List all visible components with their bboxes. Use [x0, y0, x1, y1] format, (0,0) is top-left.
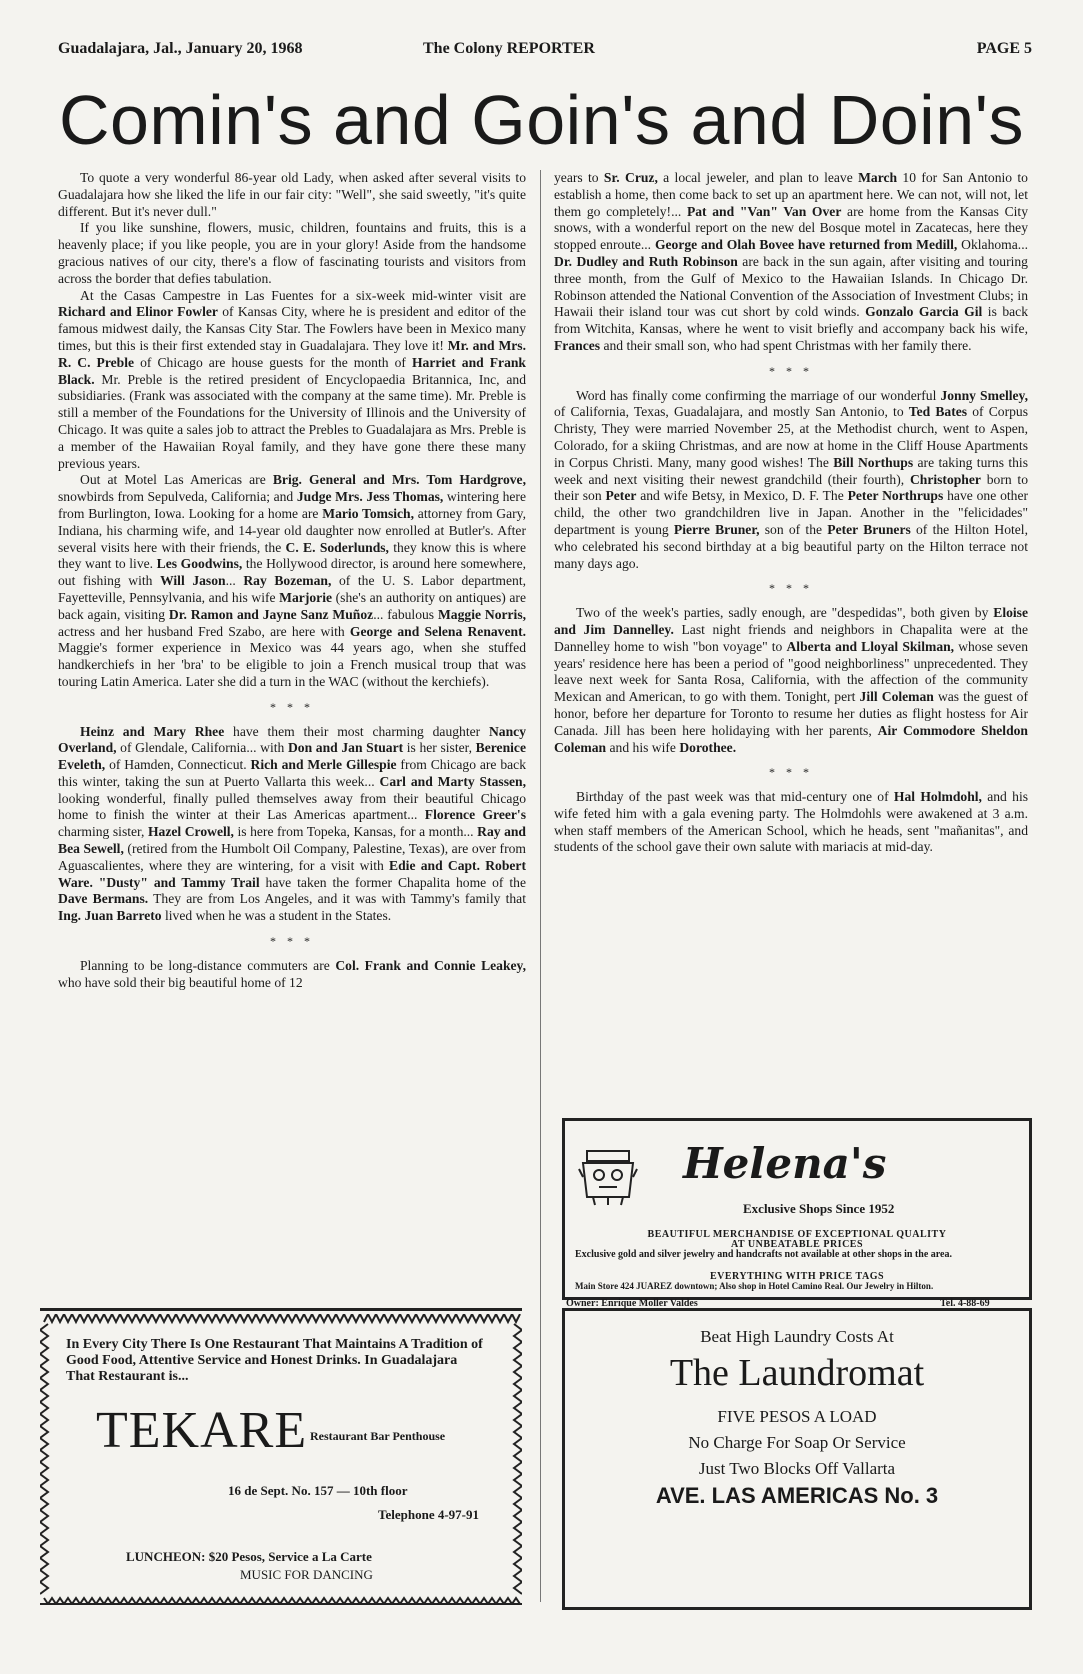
section-separator: * * *: [769, 581, 813, 596]
helena-ad: [562, 1118, 1032, 1300]
section-separator: * * *: [769, 363, 813, 378]
laundromat-address: AVE. LAS AMERICAS No. 3: [655, 1483, 939, 1508]
paragraph: Two of the week's parties, sadly enough, are "despedidas", both given by Eloise and Jim Dannelley. Last night friends and neighbors in Chapalita were at the Dannelley home to wish "bon voyage" to Alberta and Lloyal Skilman, whose seven years' residence here has been a period of "good neighborliness" unprecedented. They leave next week for Santa Rosa, California, with the affection of the community Mexican and American, to go with them. Tonight, pert Jill Coleman was the guest of honor, before her departure for Toronto to resume her duties as flight hostess for Air Canada. Jill has been here holidaying with her parents, Air Commodore Sheldon Coleman and his wife Dorothee.: [554, 605, 1029, 755]
page-header: [58, 40, 1032, 62]
section-separator: * * *: [270, 934, 314, 949]
tekare-subtitle: Restaurant Bar Penthouse: [310, 1429, 446, 1443]
tekare-logo: TEKARE: [96, 1402, 308, 1459]
tekare-music: MUSIC FOR DANCING: [240, 1567, 373, 1582]
section-separator: * * *: [769, 765, 813, 780]
tekare-address: 16 de Sept. No. 157 — 10th floor: [228, 1483, 408, 1498]
paragraph: If you like sunshine, flowers, music, children, fountains and fruits, this is a heavenly place; if you like people, you are in your glory! Aside from the handsome gracious natives of our city, there's a flow of fascinating tourists and visitors from across the border that defies tabulation.: [58, 220, 526, 286]
page-number: PAGE 5: [976, 40, 1032, 57]
laundromat-line: Just Two Blocks Off Vallarta: [698, 1459, 896, 1478]
helena-owner: Owner: Enrique Moller Valdes: [566, 1298, 698, 1309]
column-divider: [540, 170, 541, 1602]
paragraph: Out at Motel Las Americas are Brig. General and Mrs. Tom Hardgrove, snowbirds from Sepulveda, California; and Judge Mrs. Jess Thomas, wintering here from Burlington, Iowa. Looking for a home are Mario Tomsich, attorney from Gary, Indiana, his charming wife, and 14-year old daughter now enrolled at Butler's. After several visits here with their friends, the C. E. Soderlunds, they know this is where they want to live. Les Goodwins, the Hollywood director, is around here somewhere, out fishing with Will Jason... Ray Bozeman, of the U. S. Labor department, Fayetteville, Pennsylvania, and his wife Marjorie (she's an authority on antiques) are back again, visiting Dr. Ramon and Jayne Sanz Muñoz... fabulous Maggie Norris, actress and her husband Fred Szabo, are here with George and Selena Renavent. Maggie's former experience in Mexico was 44 years ago, when she stuffed handkerchiefs in her 'bra' to be eligible to join a French musical troup that was touring Latin America. Later she did a turn in the WAC (without the kerchiefs).: [58, 472, 527, 689]
paragraph: Planning to be long-distance commuters are Col. Frank and Connie Leakey, who have sold their big beautiful home of 12: [58, 957, 527, 990]
headline: Comin's and Goin's and Doin's: [58, 81, 1025, 159]
laundromat-ad: [562, 1308, 1032, 1610]
tekare-phone: Telephone 4-97-91: [378, 1507, 479, 1522]
tekare-luncheon: LUNCHEON: $20 Pesos, Service a La Carte: [126, 1549, 372, 1564]
aztec-mask-icon: [573, 1147, 643, 1207]
paragraph: Word has finally come confirming the marriage of our wonderful Jonny Smelley, of California, Texas, Guadalajara, and mostly San Antonio, to Ted Bates of Corpus Christy, They were married November 25, at the Methodist church, went to Aspen, Colorado, for a skiing Christmas, and are now at home in the Cliff House Apartments in Corpus Christi. Many, many good wishes! The Bill Northups are taking turns this week and next visiting their newest grandchild (their fourth), Christopher born to their son Peter and wife Betsy, in Mexico, D. F. The Peter Northrups have one other child, the other two grandchildren live in Japan. Another in the "felicidades" department is young Pierre Bruner, son of the Peter Bruners of the Hilton Hotel, who celebrated his second birthday at a big beautiful party on the Hilton terrace not many days ago.: [554, 387, 1029, 571]
dateline: Guadalajara, Jal., January 20, 1968: [58, 40, 303, 57]
helena-since: Exclusive Shops Since 1952: [743, 1201, 895, 1216]
paragraph: Birthday of the past week was that mid-century one of Hal Holmdohl, and his wife feted him with a gala evening party. The Holmdohls were awakened at 3 a.m. when staff members of the American School, which he heads, sent "mañanitas", and students of the school gave their own salute with mariacis at mid-day.: [554, 789, 1029, 855]
helena-line: AT UNBEATABLE PRICES: [730, 1239, 864, 1250]
tekare-ad: [40, 1308, 522, 1605]
laundromat-line: Beat High Laundry Costs At: [700, 1327, 894, 1346]
paragraph: At the Casas Campestre in Las Fuentes for a six-week mid-winter visit are Richard and Elinor Fowler of Kansas City, where he is president and editor of the famous midwest daily, the Kansas City Star. The Fowlers have been in Mexico many times, but this is their first extended stay in Guadalajara. They love it! Mr. and Mrs. R. C. Preble of Chicago are house guests for the month of Harriet and Frank Black. Mr. Preble is the retired president of Encyclopaedia Britannica, Inc, and subsidiaries. (Frank was associated with the company at the same time). Mr. Preble is still a member of the Foundations for the University of Illinois and the University of Chicago. It was quite a sales job to attract the Prebles to Guadalajara as Mrs. Preble is a member of the Hawaiian Royal family, and they have gone there these many previous years.: [58, 287, 526, 471]
helena-address: Main Store 424 JUAREZ downtown; Also shop in Hotel Camino Real. Our Jewelry in Hilton.: [575, 1281, 934, 1291]
paragraph: To quote a very wonderful 86-year old Lady, when asked after several visits to Guadalajara how she liked the life in our fair city: "Well", she said sweetly, "it's quite different. But it's never dull.": [58, 170, 526, 219]
laundromat-name: The Laundromat: [669, 1352, 925, 1394]
paper-name: The Colony REPORTER: [423, 40, 595, 57]
paragraph: years to Sr. Cruz, a local jeweler, and plan to leave March 10 for San Antonio to establish a home, then come back to set up an apartment here. We can not, will not, let them go completely!... Pat and "Van" Van Over are home from the Kansas City snows, with a wonderful report on the new del Bosque motel in Zacatecas, here they stopped enroute... George and Olah Bovee have returned from Medill, Oklahoma... Dr. Dudley and Ruth Robinson are back in the sun again, after visiting and touring three month, from the Gulf of Mexico to the Hawaiian Islands. In Chicago Dr. Robinson attended the National Convention of the Association of Investment Clubs; in Hawaii their island tour was cut short by cold winds. Gonzalo Garcia Gil is back from Witchita, Kansas, where he went to visit briefly and accompany back his wife, Frances and their small son, who had spent Christmas with her family there.: [554, 170, 1028, 353]
laundromat-line: No Charge For Soap Or Service: [688, 1433, 906, 1452]
tekare-intro: In Every City There Is One Restaurant That Maintains A Tradition of Good Food, Attentive Service and Honest Drinks. In Guadalajara That Restaurant is...: [66, 1337, 483, 1384]
helena-logo: Helena's: [683, 1139, 887, 1188]
helena-line: EVERYTHING WITH PRICE TAGS: [709, 1271, 885, 1282]
right-column: [554, 170, 1028, 856]
helena-line: BEAUTIFUL MERCHANDISE OF EXCEPTIONAL QUALITY: [647, 1229, 947, 1240]
helena-line: Exclusive gold and silver jewelry and handcrafts not available at other shops in the area.: [575, 1249, 952, 1260]
left-column: [58, 170, 526, 991]
helena-tel: Tel. 4-88-69: [940, 1298, 990, 1309]
laundromat-line: FIVE PESOS A LOAD: [717, 1407, 877, 1426]
paragraph: Heinz and Mary Rhee have them their most charming daughter Nancy Overland, of Glendale, California... with Don and Jan Stuart is her sister, Berenice Eveleth, of Hamden, Connecticut. Rich and Merle Gillespie from Chicago are back this winter, taking the sun at Puerto Vallarta this week... Carl and Marty Stassen, looking wonderful, finally pulled themselves away from their beautiful Chicago home to finish the winter at their Las Americas apartment... Florence Greer's charming sister, Hazel Crowell, is here from Topeka, Kansas, for a month... Ray and Bea Sewell, (retired from the Humbolt Oil Company, Palestine, Texas), are over from Aguascalientes, where they are wintering, for a visit with Edie and Capt. Robert Ware. "Dusty" and Tammy Trail have taken the former Chapalita home of the Dave Bermans. They are from Los Angeles, and it was with Tammy's family that Ing. Juan Barreto lived when he was a student in the States.: [58, 723, 526, 924]
section-separator: * * *: [270, 699, 314, 714]
